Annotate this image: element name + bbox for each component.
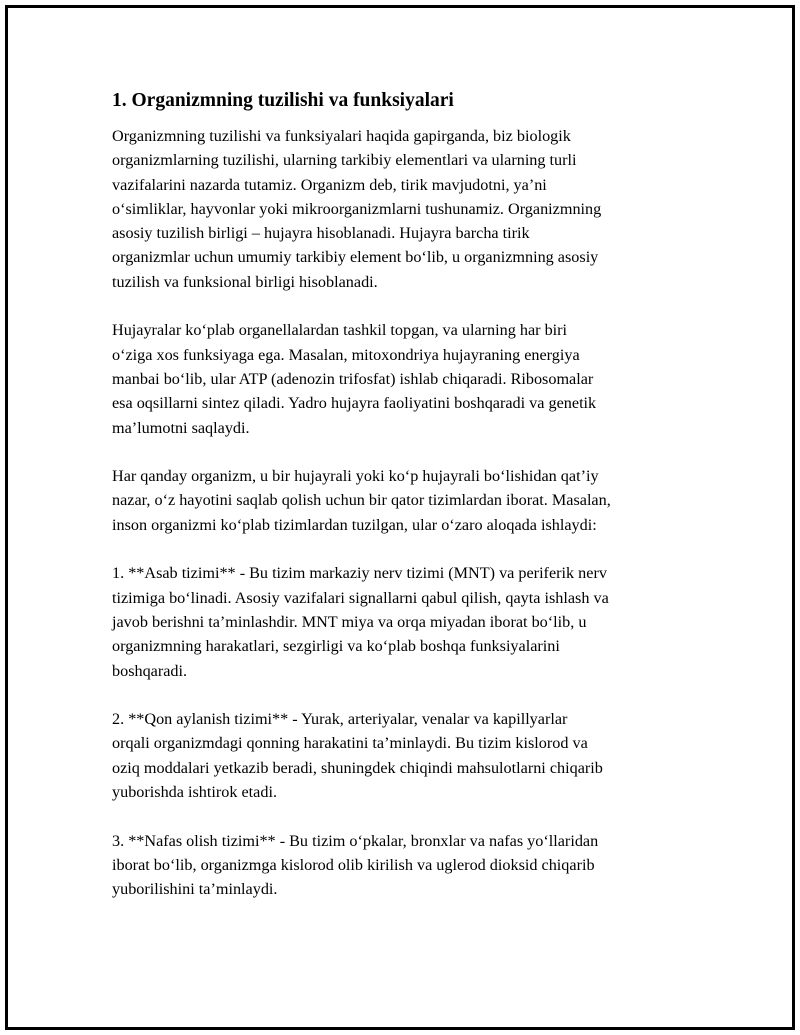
section-heading: 1. Organizmning tuzilishi va funksiyalari [112, 90, 454, 111]
text-line: boshqaradi. [112, 661, 188, 680]
text-line: ma’lumotni saqlaydi. [112, 418, 250, 437]
paragraph-3 [112, 464, 692, 537]
paragraph-6 [112, 829, 692, 902]
text-line: organizmning harakatlari, sezgirligi va ko‘plab boshqa funksiyalarini [112, 637, 560, 656]
text-line: oziq moddalari yetkazib beradi, shuningdek chiqindi mahsulotlarni chiqarib [112, 758, 603, 777]
text-line: orqali organizmdagi qonning harakatini ta’minlaydi. Bu tizim kislorod va [112, 734, 588, 753]
paragraph-1 [112, 124, 692, 294]
text-line: Har qanday organizm, u bir hujayrali yoki ko‘p hujayrali bo‘lishidan qat’iy [112, 467, 599, 486]
text-line: tuzilish va funksional birligi hisoblanadi. [112, 272, 378, 291]
text-line: 3. **Nafas olish tizimi** - Bu tizim o‘pkalar, bronxlar va nafas yo‘llaridan [112, 831, 599, 850]
text-line: organizmlar uchun umumiy tarkibiy element bo‘lib, u organizmning asosiy [112, 248, 599, 267]
text-line: esa oqsillarni sintez qiladi. Yadro hujayra faoliyatini boshqaradi va genetik [112, 394, 597, 413]
text-line: inson organizmi ko‘plab tizimlardan tuzilgan, ular o‘zaro aloqada ishlaydi: [112, 515, 597, 534]
text-line: manbai bo‘lib, ular ATP (adenozin trifosfat) ishlab chiqaradi. Ribosomalar [112, 369, 594, 388]
text-line: asosiy tuzilish birligi – hujayra hisoblanadi. Hujayra barcha tirik [112, 224, 530, 243]
text-line: o‘simliklar, hayvonlar yoki mikroorganizmlarni tushunamiz. Organizmning [112, 199, 602, 218]
text-line: 2. **Qon aylanish tizimi** - Yurak, arteriyalar, venalar va kapillyarlar [112, 710, 568, 729]
text-line: Organizmning tuzilishi va funksiyalari haqida gapirganda, biz biologik [112, 127, 571, 145]
text-line: yuborilishini ta’minlaydi. [112, 880, 278, 899]
text-line: vazifalarini nazarda tutamiz. Organizm deb, tirik mavjudotni, ya’ni [112, 175, 547, 194]
text-line: javob berishni ta’minlashdir. MNT miya va orqa miyadan iborat bo‘lib, u [112, 612, 587, 631]
paragraphs-container [112, 124, 692, 902]
text-line: organizmlarning tuzilishi, ularning tarkibiy elementlari va ularning turli [112, 151, 577, 170]
paragraph-2 [112, 318, 692, 439]
document-body [112, 88, 692, 926]
text-line: yuborishda ishtirok etadi. [112, 783, 277, 802]
text-line: nazar, o‘z hayotini saqlab qolish uchun bir qator tizimlardan iborat. Masalan, [112, 491, 611, 510]
text-line: 1. **Asab tizimi** - Bu tizim markaziy nerv tizimi (MNT) va periferik nerv [112, 564, 607, 583]
paragraph-4 [112, 561, 692, 682]
text-line: tizimiga bo‘linadi. Asosiy vazifalari signallarni qabul qilish, qayta ishlash va [112, 588, 609, 607]
text-line: o‘ziga xos funksiyaga ega. Masalan, mitoxondriya hujayraning energiya [112, 345, 580, 364]
text-line: iborat bo‘lib, organizmga kislorod olib kirilish va uglerod dioksid chiqarib [112, 855, 595, 874]
text-line: Hujayralar ko‘plab organellalardan tashkil topgan, va ularning har biri [112, 321, 568, 340]
paragraph-5 [112, 707, 692, 804]
